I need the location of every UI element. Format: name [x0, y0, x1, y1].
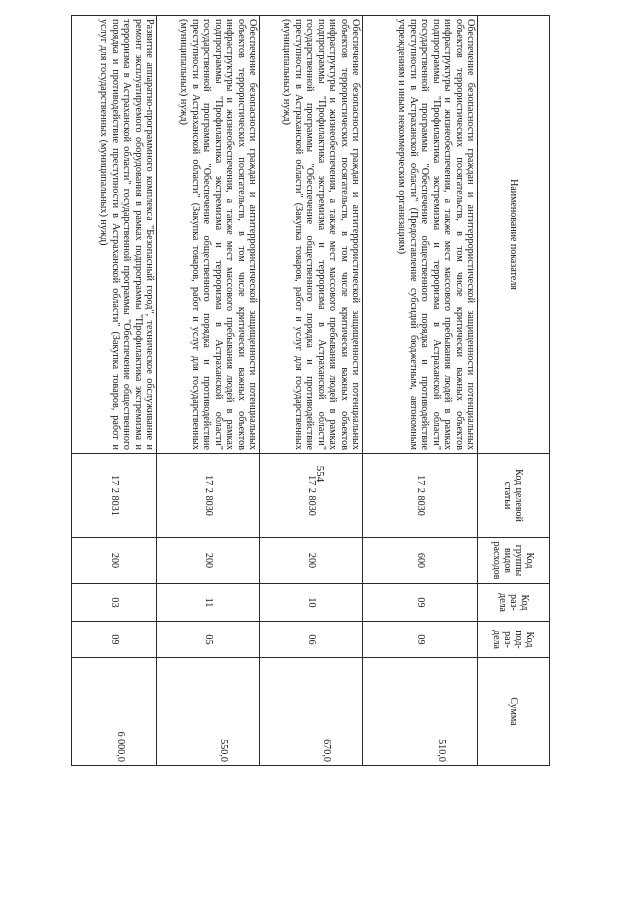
header-name: Наименование показателя [478, 16, 550, 454]
table-header-row [478, 16, 550, 766]
row-name: Обеспечение безопасности граждан и антитеррористической защищенности потенциальных объектов террористических посягательств, в том числе критически важных объектов инфраструктуры и жизнеобеспечения, а также мест массового пребывания людей в рамках подпрограммы "Профилактика экстремизма и терроризма в Астраханской области" государственной программы "Обеспечение общественного порядка и противодействие преступности в Астраханской области" (Закупка товаров, работ и услуг для государственных (муниципальных) нужд) [157, 16, 260, 454]
row-section: 10 [260, 584, 363, 622]
row-expense-group: 200 [157, 538, 260, 584]
row-name: Развитие аппаратно-программного комплекса "Безопасный город", техническое обслуживание и ремонт эксплуатируемого оборудования в рамках подпрограммы "Профилактика экстремизма и терроризма в Астраханской области" государственной программы "Обеспечение общественного порядка и противодействие преступности в Астраханской области" (Закупка товаров, работ и услуг для государственных (муниципальных) нужд) [72, 16, 157, 454]
row-sum: 670,0 [260, 658, 363, 766]
row-expense-group: 600 [363, 538, 478, 584]
table-row [363, 16, 478, 766]
row-section: 09 [363, 584, 478, 622]
row-expense-group: 200 [72, 538, 157, 584]
table-row [72, 16, 157, 766]
row-subsection: 05 [157, 622, 260, 658]
row-expense-group: 200 [260, 538, 363, 584]
table-row [260, 16, 363, 766]
row-name: Обеспечение безопасности граждан и антитеррористической защищенности потенциальных объектов террористических посягательств, в том числе критически важных объектов инфраструктуры и жизнеобеспечения, а также мест массового пребывания людей в рамках подпрограммы "Профилактика экстремизма и терроризма в Астраханской области" государственной программы "Обеспечение общественного порядка и противодействие преступности в Астраханской области" (Закупка товаров, работ и услуг для государственных (муниципальных) нужд) [260, 16, 363, 454]
row-sum: 6 000,0 [72, 658, 157, 766]
row-section: 03 [72, 584, 157, 622]
table-row [157, 16, 260, 766]
row-sum: 510,0 [363, 658, 478, 766]
row-name: Обеспечение безопасности граждан и антитеррористической защищенности потенциальных объектов террористических посягательств, в том числе критически важных объектов инфраструктуры и жизнеобеспечения, а также мест массового пребывания людей в рамках подпрограммы "Профилактика экстремизма и терроризма в Астраханской области" государственной программы "Обеспечение общественного порядка и противодействие преступности в Астраханской области" (Предоставление субсидий бюджетным, автономным учреждениям и иным некоммерческим организациям) [363, 16, 478, 454]
row-section: 11 [157, 584, 260, 622]
header-subsection: Код под-раз-дела [478, 622, 550, 658]
header-sum: Сумма [478, 658, 550, 766]
rotated-table-container [98, 15, 550, 765]
header-target-code: Код целевой статьи [478, 454, 550, 538]
budget-table [71, 15, 550, 766]
row-subsection: 06 [260, 622, 363, 658]
row-target-code: 17 2 8030 [157, 454, 260, 538]
row-target-code: 17 2 8031 [72, 454, 157, 538]
row-subsection: 09 [72, 622, 157, 658]
header-expense-group: Код группы видов расходов [478, 538, 550, 584]
row-target-code: 17 2 8030 [363, 454, 478, 538]
row-sum: 550,0 [157, 658, 260, 766]
page-number: 554 [314, 465, 326, 483]
row-subsection: 09 [363, 622, 478, 658]
header-section: Код раз-дела [478, 584, 550, 622]
row-target-code: 17 2 8030 [260, 454, 363, 538]
